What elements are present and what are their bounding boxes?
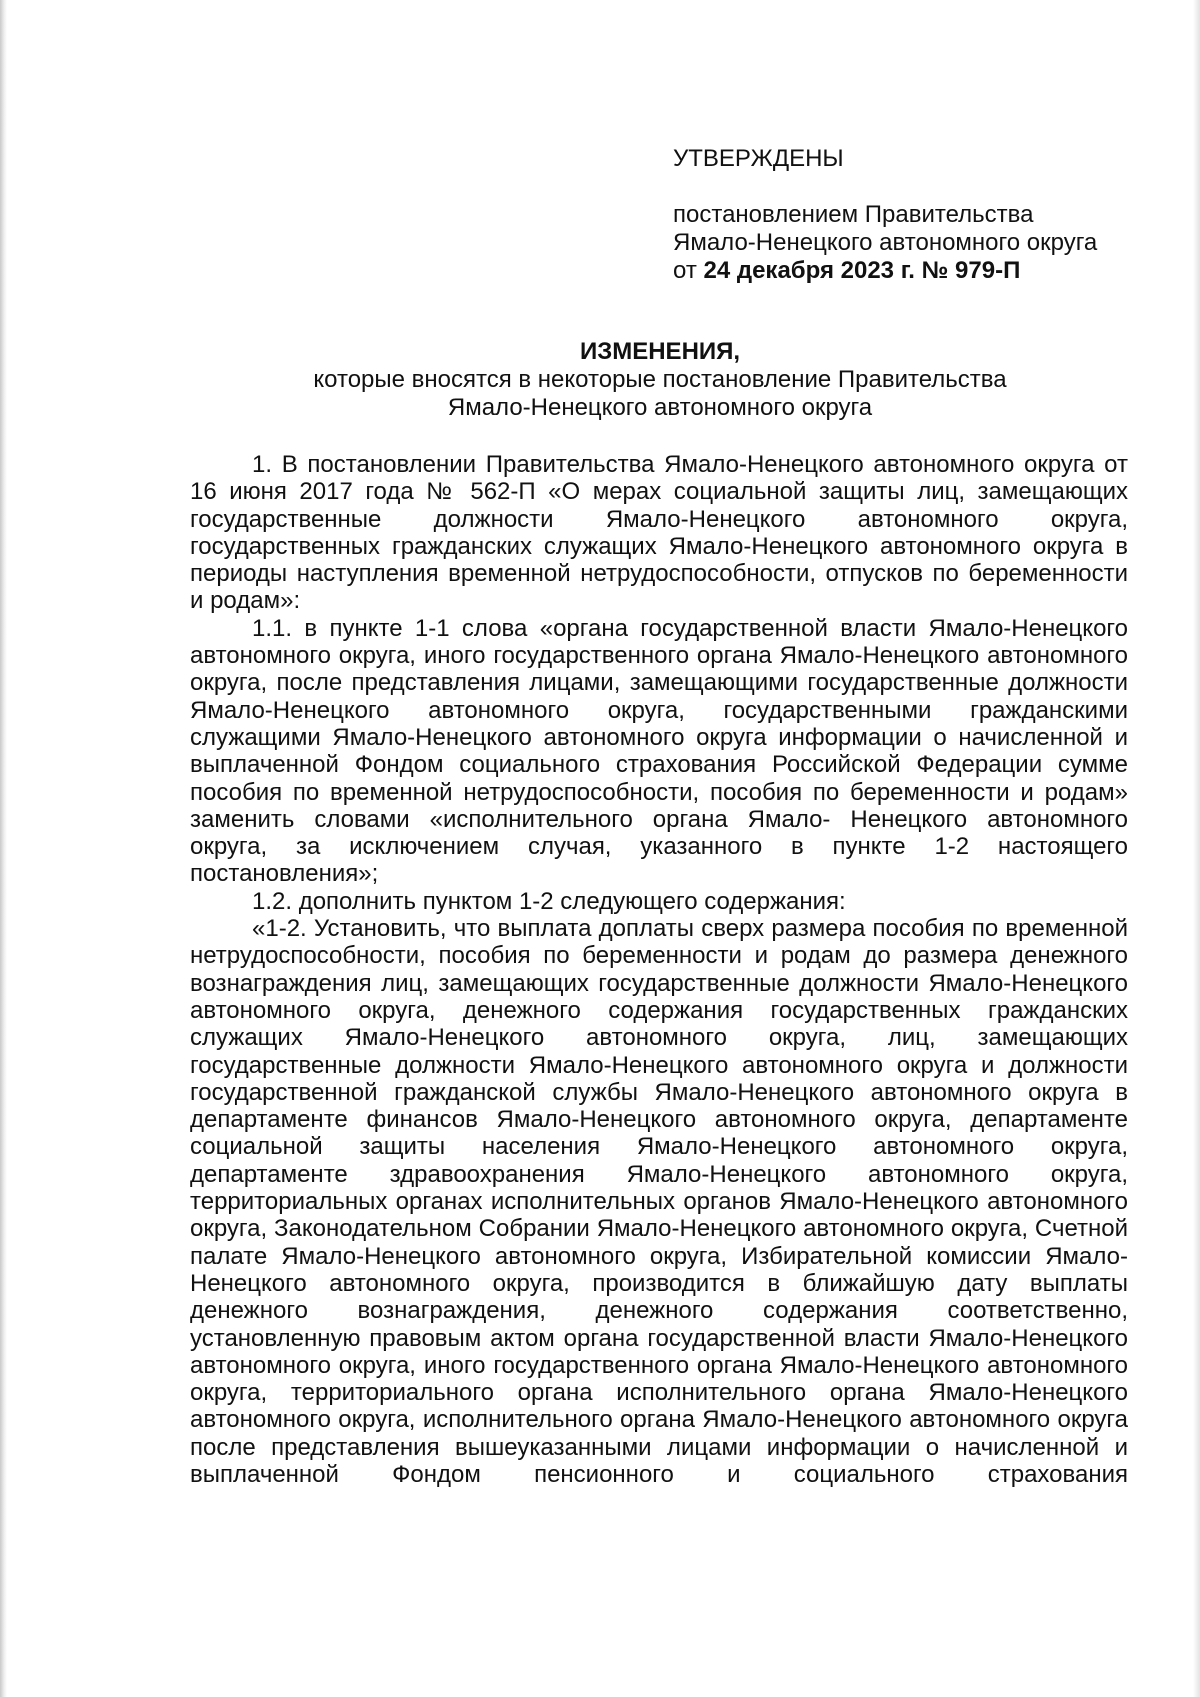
document-subheading-line-1: которые вносятся в некоторые постановление Правительства (313, 366, 1007, 393)
approval-line-1: постановлением Правительства (673, 201, 1034, 228)
document-subheading-line-2: Ямало-Ненецкого автономного округа (447, 394, 873, 421)
approval-date-line (673, 257, 1020, 285)
paragraph-1-2: 1.2. дополнить пунктом 1-2 следующего содержания: (252, 887, 846, 915)
paragraph-1-1: 1.1. в пункте 1-1 слова «органа государственной власти Ямало-Ненецкого автономного округа, иного государственного органа Ямало-Ненецкого автономного округа, после представления лицами, замещающими государственные должности Ямало-Ненецкого автономного округа, государственными гражданскими служащими Ямало-Ненецкого автономного округа информации о начисленной и выплаченной Фондом социального страхования Российской Федерации сумме пособия по временной нетрудоспособности, пособия по беременности и родам» заменить словами «исполнительного органа Ямало- Ненецкого автономного округа, за исключением случая, указанного в пункте 1-2 настоящего постановления»; (190, 614, 1128, 888)
paragraph-point-1-2-text: «1-2. Установить, что выплата доплаты сверх размера пособия по временной нетрудоспособности, пособия по беременности и родам до размера денежного вознаграждения лиц, замещающих государственные должности Ямало-Ненецкого автономного округа, денежного содержания государственных гражданских служащих Ямало-Ненецкого автономного округа, лиц, замещающих государственные должности Ямало-Ненецкого автономного округа и должности государственной гражданской службы Ямало-Ненецкого автономного округа в департаменте финансов Ямало-Ненецкого автономного округа, департаменте социальной защиты населения Ямало-Ненецкого автономного округа, департаменте здравоохранения Ямало-Ненецкого автономного округа, территориальных органах исполнительных органов Ямало-Ненецкого автономного округа, Законодательном Собрании Ямало-Ненецкого автономного округа, Счетной палате Ямало-Ненецкого автономного округа, Избирательной комиссии Ямало-Ненецкого автономного округа, производится в ближайшую дату выплаты денежного вознаграждения, денежного содержания соответственно, установленную правовым актом органа государственной власти Ямало-Ненецкого автономного округа, иного государственного органа Ямало-Ненецкого автономного округа, территориального органа исполнительного органа Ямало-Ненецкого автономного округа, исполнительного органа Ямало-Ненецкого автономного округа после представления вышеуказанными лицами информации о начисленной и выплаченной Фондом пенсионного и социального страхования (190, 915, 1128, 1488)
document-heading: ИЗМЕНЕНИЯ, (579, 338, 741, 365)
document-body (190, 451, 1128, 1488)
document-title (190, 338, 1130, 422)
approval-stamp: УТВЕРЖДЕНЫ (673, 145, 844, 172)
scan-edge-right (1193, 0, 1200, 1697)
approval-date-prefix: от (673, 257, 704, 284)
paragraph-1: 1. В постановлении Правительства Ямало-Ненецкого автономного округа от 16 июня 2017 года № 562-П «О мерах социальной защиты лиц, замещающих государственные должности Ямало-Ненецкого автономного округа, государственных гражданских служащих Ямало-Ненецкого автономного округа в периоды наступления временной нетрудоспособности, отпусков по беременности и родам»: (190, 451, 1128, 615)
scan-edge-left (0, 0, 7, 1697)
approval-line-2: Ямало-Ненецкого автономного округа (673, 229, 1098, 256)
approval-date-value: 24 декабря 2023 г. № 979-П (703, 257, 1021, 284)
